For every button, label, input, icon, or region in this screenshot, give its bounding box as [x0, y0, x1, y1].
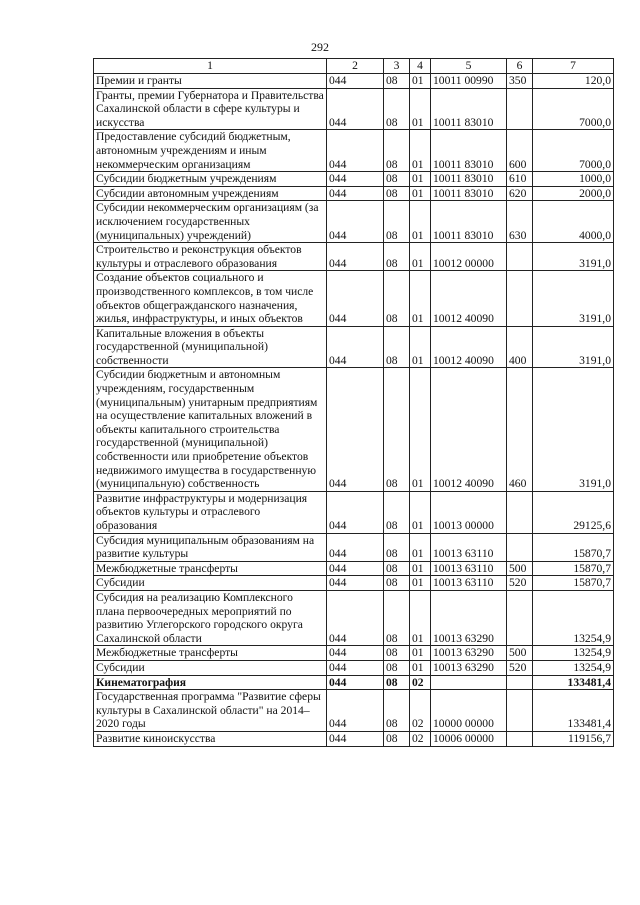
page-number: 292	[311, 40, 329, 54]
row-name: Субсидии некоммерческим организациям (за исключением государственных (муниципальных) учреждений)	[94, 201, 327, 243]
row-name: Создание объектов социального и производственного комплексов, в том числе объектов общегражданского назначения, жилья, инфраструктуры, и иных объектов	[94, 271, 327, 326]
row-subsection: 01	[410, 326, 431, 368]
row-target-article: 10006 00000	[431, 731, 507, 746]
row-section: 08	[384, 491, 410, 533]
row-section: 08	[384, 590, 410, 645]
row-expense-type: 520	[507, 660, 533, 675]
table-row	[94, 576, 614, 591]
table-row	[94, 326, 614, 368]
row-section: 08	[384, 74, 410, 89]
row-section: 08	[384, 130, 410, 172]
row-section: 08	[384, 368, 410, 491]
table-row	[94, 561, 614, 576]
table-row	[94, 660, 614, 675]
row-amount: 15870,7	[533, 533, 614, 561]
row-amount: 133481,4	[533, 690, 614, 732]
row-expense-type: 600	[507, 130, 533, 172]
row-target-article: 10011 83010	[431, 172, 507, 187]
row-name: Государственная программа "Развитие сферы культуры в Сахалинской области" на 2014–2020 годы	[94, 690, 327, 732]
row-expense-type: 500	[507, 646, 533, 661]
column-header-2: 2	[327, 59, 384, 74]
row-expense-type	[507, 533, 533, 561]
row-expense-type: 610	[507, 172, 533, 187]
table-row	[94, 491, 614, 533]
row-amount: 1000,0	[533, 172, 614, 187]
row-section: 08	[384, 675, 410, 690]
table-row	[94, 186, 614, 201]
row-expense-type: 350	[507, 74, 533, 89]
row-expense-type	[507, 243, 533, 271]
row-expense-type	[507, 271, 533, 326]
column-header-1: 1	[94, 59, 327, 74]
row-amount: 15870,7	[533, 576, 614, 591]
row-name: Гранты, премии Губернатора и Правительства Сахалинской области в сфере культуры и искусства	[94, 88, 327, 130]
row-section: 08	[384, 646, 410, 661]
row-target-article: 10011 83010	[431, 130, 507, 172]
row-admin-code: 044	[327, 731, 384, 746]
row-expense-type: 500	[507, 561, 533, 576]
row-name: Премии и гранты	[94, 74, 327, 89]
row-target-article: 10013 63110	[431, 533, 507, 561]
row-subsection: 01	[410, 243, 431, 271]
budget-table	[93, 58, 614, 747]
row-section: 08	[384, 172, 410, 187]
row-target-article: 10012 00000	[431, 243, 507, 271]
row-expense-type	[507, 675, 533, 690]
row-name: Капитальные вложения в объекты государственной (муниципальной) собственности	[94, 326, 327, 368]
row-subsection: 01	[410, 368, 431, 491]
row-target-article: 10013 63290	[431, 646, 507, 661]
row-section: 08	[384, 201, 410, 243]
row-name: Субсидии бюджетным и автономным учреждениям, государственным (муниципальным) унитарным предприятиям на осуществление капитальных вложений в объекты капитального строительства государственной (муниципальной) собственности или приобретение объектов недвижимого имущества в государственную (муниципальную) собственность	[94, 368, 327, 491]
row-name: Развитие киноискусства	[94, 731, 327, 746]
table-row	[94, 74, 614, 89]
row-subsection: 01	[410, 74, 431, 89]
table-body	[94, 74, 614, 747]
row-amount: 13254,9	[533, 646, 614, 661]
row-name: Субсидия на реализацию Комплексного плана первоочередных мероприятий по развитию Углегорского городского округа Сахалинской области	[94, 590, 327, 645]
row-target-article: 10012 40090	[431, 326, 507, 368]
row-section: 08	[384, 271, 410, 326]
row-amount: 3191,0	[533, 271, 614, 326]
row-section: 08	[384, 690, 410, 732]
row-target-article: 10013 63110	[431, 576, 507, 591]
table-row	[94, 368, 614, 491]
row-expense-type: 630	[507, 201, 533, 243]
row-admin-code: 044	[327, 172, 384, 187]
row-name: Межбюджетные трансферты	[94, 646, 327, 661]
row-subsection: 02	[410, 731, 431, 746]
row-name: Строительство и реконструкция объектов культуры и отраслевого образования	[94, 243, 327, 271]
row-name: Развитие инфраструктуры и модернизация объектов культуры и отраслевого образования	[94, 491, 327, 533]
table-row	[94, 646, 614, 661]
table-row	[94, 271, 614, 326]
row-admin-code: 044	[327, 201, 384, 243]
row-target-article: 10011 83010	[431, 201, 507, 243]
table-row	[94, 690, 614, 732]
column-header-6: 6	[507, 59, 533, 74]
row-name: Субсидии	[94, 660, 327, 675]
row-admin-code: 044	[327, 675, 384, 690]
row-name: Субсидии бюджетным учреждениям	[94, 172, 327, 187]
row-target-article: 10011 83010	[431, 186, 507, 201]
table-row	[94, 590, 614, 645]
row-admin-code: 044	[327, 491, 384, 533]
row-admin-code: 044	[327, 271, 384, 326]
row-admin-code: 044	[327, 590, 384, 645]
row-admin-code: 044	[327, 368, 384, 491]
column-header-5: 5	[431, 59, 507, 74]
row-admin-code: 044	[327, 646, 384, 661]
row-section: 08	[384, 660, 410, 675]
row-amount: 120,0	[533, 74, 614, 89]
row-subsection: 02	[410, 690, 431, 732]
row-amount: 3191,0	[533, 243, 614, 271]
row-admin-code: 044	[327, 690, 384, 732]
row-expense-type: 620	[507, 186, 533, 201]
row-subsection: 02	[410, 675, 431, 690]
table-row	[94, 731, 614, 746]
row-target-article: 10013 63290	[431, 660, 507, 675]
row-admin-code: 044	[327, 576, 384, 591]
table-row	[94, 201, 614, 243]
row-amount: 13254,9	[533, 590, 614, 645]
row-expense-type: 460	[507, 368, 533, 491]
row-amount: 29125,6	[533, 491, 614, 533]
row-name: Субсидии	[94, 576, 327, 591]
row-amount: 15870,7	[533, 561, 614, 576]
row-expense-type	[507, 88, 533, 130]
column-header-7: 7	[533, 59, 614, 74]
row-admin-code: 044	[327, 561, 384, 576]
row-admin-code: 044	[327, 74, 384, 89]
row-target-article: 10012 40090	[431, 368, 507, 491]
row-subsection: 01	[410, 576, 431, 591]
row-expense-type	[507, 491, 533, 533]
row-subsection: 01	[410, 660, 431, 675]
row-expense-type	[507, 690, 533, 732]
row-expense-type: 400	[507, 326, 533, 368]
row-admin-code: 044	[327, 533, 384, 561]
row-admin-code: 044	[327, 88, 384, 130]
row-amount: 3191,0	[533, 368, 614, 491]
row-admin-code: 044	[327, 130, 384, 172]
row-name: Субсидия муниципальным образованиям на развитие культуры	[94, 533, 327, 561]
row-target-article: 10013 00000	[431, 491, 507, 533]
row-subsection: 01	[410, 172, 431, 187]
row-subsection: 01	[410, 186, 431, 201]
row-name: Кинематография	[94, 675, 327, 690]
row-admin-code: 044	[327, 186, 384, 201]
row-subsection: 01	[410, 561, 431, 576]
row-target-article: 10000 00000	[431, 690, 507, 732]
row-admin-code: 044	[327, 243, 384, 271]
row-target-article: 10012 40090	[431, 271, 507, 326]
row-section: 08	[384, 731, 410, 746]
row-name: Субсидии автономным учреждениям	[94, 186, 327, 201]
row-amount: 4000,0	[533, 201, 614, 243]
row-expense-type: 520	[507, 576, 533, 591]
row-amount: 133481,4	[533, 675, 614, 690]
row-target-article: 10011 00990	[431, 74, 507, 89]
row-expense-type	[507, 590, 533, 645]
row-amount: 7000,0	[533, 130, 614, 172]
row-subsection: 01	[410, 646, 431, 661]
row-amount: 13254,9	[533, 660, 614, 675]
table-row	[94, 243, 614, 271]
row-section: 08	[384, 576, 410, 591]
table-row	[94, 88, 614, 130]
row-section: 08	[384, 243, 410, 271]
table-row	[94, 533, 614, 561]
row-amount: 3191,0	[533, 326, 614, 368]
row-section: 08	[384, 533, 410, 561]
row-amount: 2000,0	[533, 186, 614, 201]
row-name: Предоставление субсидий бюджетным, автономным учреждениям и иным некоммерческим организациям	[94, 130, 327, 172]
column-header-3: 3	[384, 59, 410, 74]
row-subsection: 01	[410, 130, 431, 172]
row-target-article	[431, 675, 507, 690]
table-row	[94, 130, 614, 172]
row-amount: 7000,0	[533, 88, 614, 130]
row-admin-code: 044	[327, 326, 384, 368]
row-subsection: 01	[410, 491, 431, 533]
row-target-article: 10013 63110	[431, 561, 507, 576]
row-section: 08	[384, 88, 410, 130]
row-subsection: 01	[410, 533, 431, 561]
row-subsection: 01	[410, 590, 431, 645]
row-admin-code: 044	[327, 660, 384, 675]
table-row	[94, 675, 614, 690]
row-name: Межбюджетные трансферты	[94, 561, 327, 576]
table-row	[94, 172, 614, 187]
row-section: 08	[384, 326, 410, 368]
row-amount: 119156,7	[533, 731, 614, 746]
row-section: 08	[384, 186, 410, 201]
row-target-article: 10013 63290	[431, 590, 507, 645]
row-subsection: 01	[410, 271, 431, 326]
row-target-article: 10011 83010	[431, 88, 507, 130]
column-header-4: 4	[410, 59, 431, 74]
row-expense-type	[507, 731, 533, 746]
row-section: 08	[384, 561, 410, 576]
row-subsection: 01	[410, 88, 431, 130]
column-number-row	[94, 59, 614, 74]
row-subsection: 01	[410, 201, 431, 243]
